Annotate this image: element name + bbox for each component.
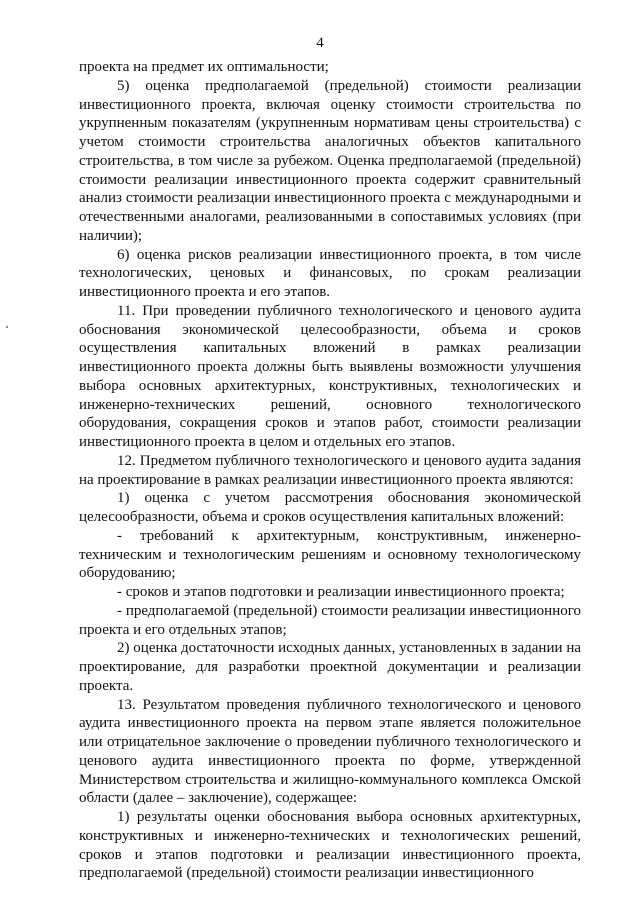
paragraph-dash-item-deadlines: - сроков и этапов подготовки и реализации инвестиционного проекта; (117, 584, 565, 600)
document-body (79, 58, 581, 883)
paragraph-clause-13: 13. Результатом проведения публичного технологического и ценового аудита инвестиционного проекта на первом этапе является положительное или отрицательное заключение о проведении публичного технологического и ценового аудита инвестиционного проекта по форме, утвержденной Министерством строительства и жилищно-коммунального комплекса Омской области (далее – заключение), содержащее: (79, 696, 581, 807)
paragraph-continuation: проекта на предмет их оптимальности; (79, 59, 329, 75)
paragraph-clause-11: 11. При проведении публичного технологического и ценового аудита обоснования экономической целесообразности, объема и сроков осуществления капитальных вложений в рамках реализации инвестиционного проекта должны быть выявлены возможности улучшения выбора основных архитектурных, конструктивных, технологических и инженерно-технических решений, основного технологического оборудования, сокращения сроков и этапов работ, стоимости реализации инвестиционного проекта в целом и отдельных его этапов. (79, 302, 581, 450)
scan-margin-mark (6, 326, 8, 328)
page-number: 4 (316, 35, 324, 51)
paragraph-clause-13-item-1: 1) результаты оценки обоснования выбора основных архитектурных, конструктивных и инженерно-технических и технологических решений, сроков и этапов подготовки и реализации инвестиционного проекта, предполагаемой (предельной) стоимости реализации инвестиционного (79, 809, 581, 882)
paragraph-item-6: 6) оценка рисков реализации инвестиционного проекта, в том числе технологических, ценовых и финансовых, по срокам реализации инвестиционного проекта и его этапов. (79, 246, 581, 300)
paragraph-item-5: 5) оценка предполагаемой (предельной) стоимости реализации инвестиционного проекта, включая оценку стоимости строительства по укрупненным показателям (укрупненным нормативам цены строительства) с учетом стоимости строительства аналогичных объектов капитального строительства, в том числе за рубежом. Оценка предполагаемой (предельной) стоимости реализации инвестиционного проекта содержит сравнительный анализ стоимости реализации инвестиционного проекта с международными и отечественными аналогами, реализованными в сопоставимых условиях (при наличии); (79, 77, 581, 244)
paragraph-dash-item-cost: - предполагаемой (предельной) стоимости реализации инвестиционного проекта и его отдельных этапов; (79, 602, 581, 638)
paragraph-clause-12: 12. Предметом публичного технологического и ценового аудита задания на проектирование в рамках реализации инвестиционного проекта являются: (79, 452, 581, 488)
paragraph-dash-item-requirements: - требований к архитектурным, конструктивным, инженерно-техническим и технологическим решениям и основному технологическому оборудованию; (79, 527, 581, 582)
paragraph-clause-12-item-1: 1) оценка с учетом рассмотрения обоснования экономической целесообразности, объема и сроков осуществления капитальных вложений: (79, 490, 581, 525)
paragraph-clause-12-item-2: 2) оценка достаточности исходных данных, установленных в задании на проектирование, для разработки проектной документации и реализации проекта. (79, 640, 581, 694)
